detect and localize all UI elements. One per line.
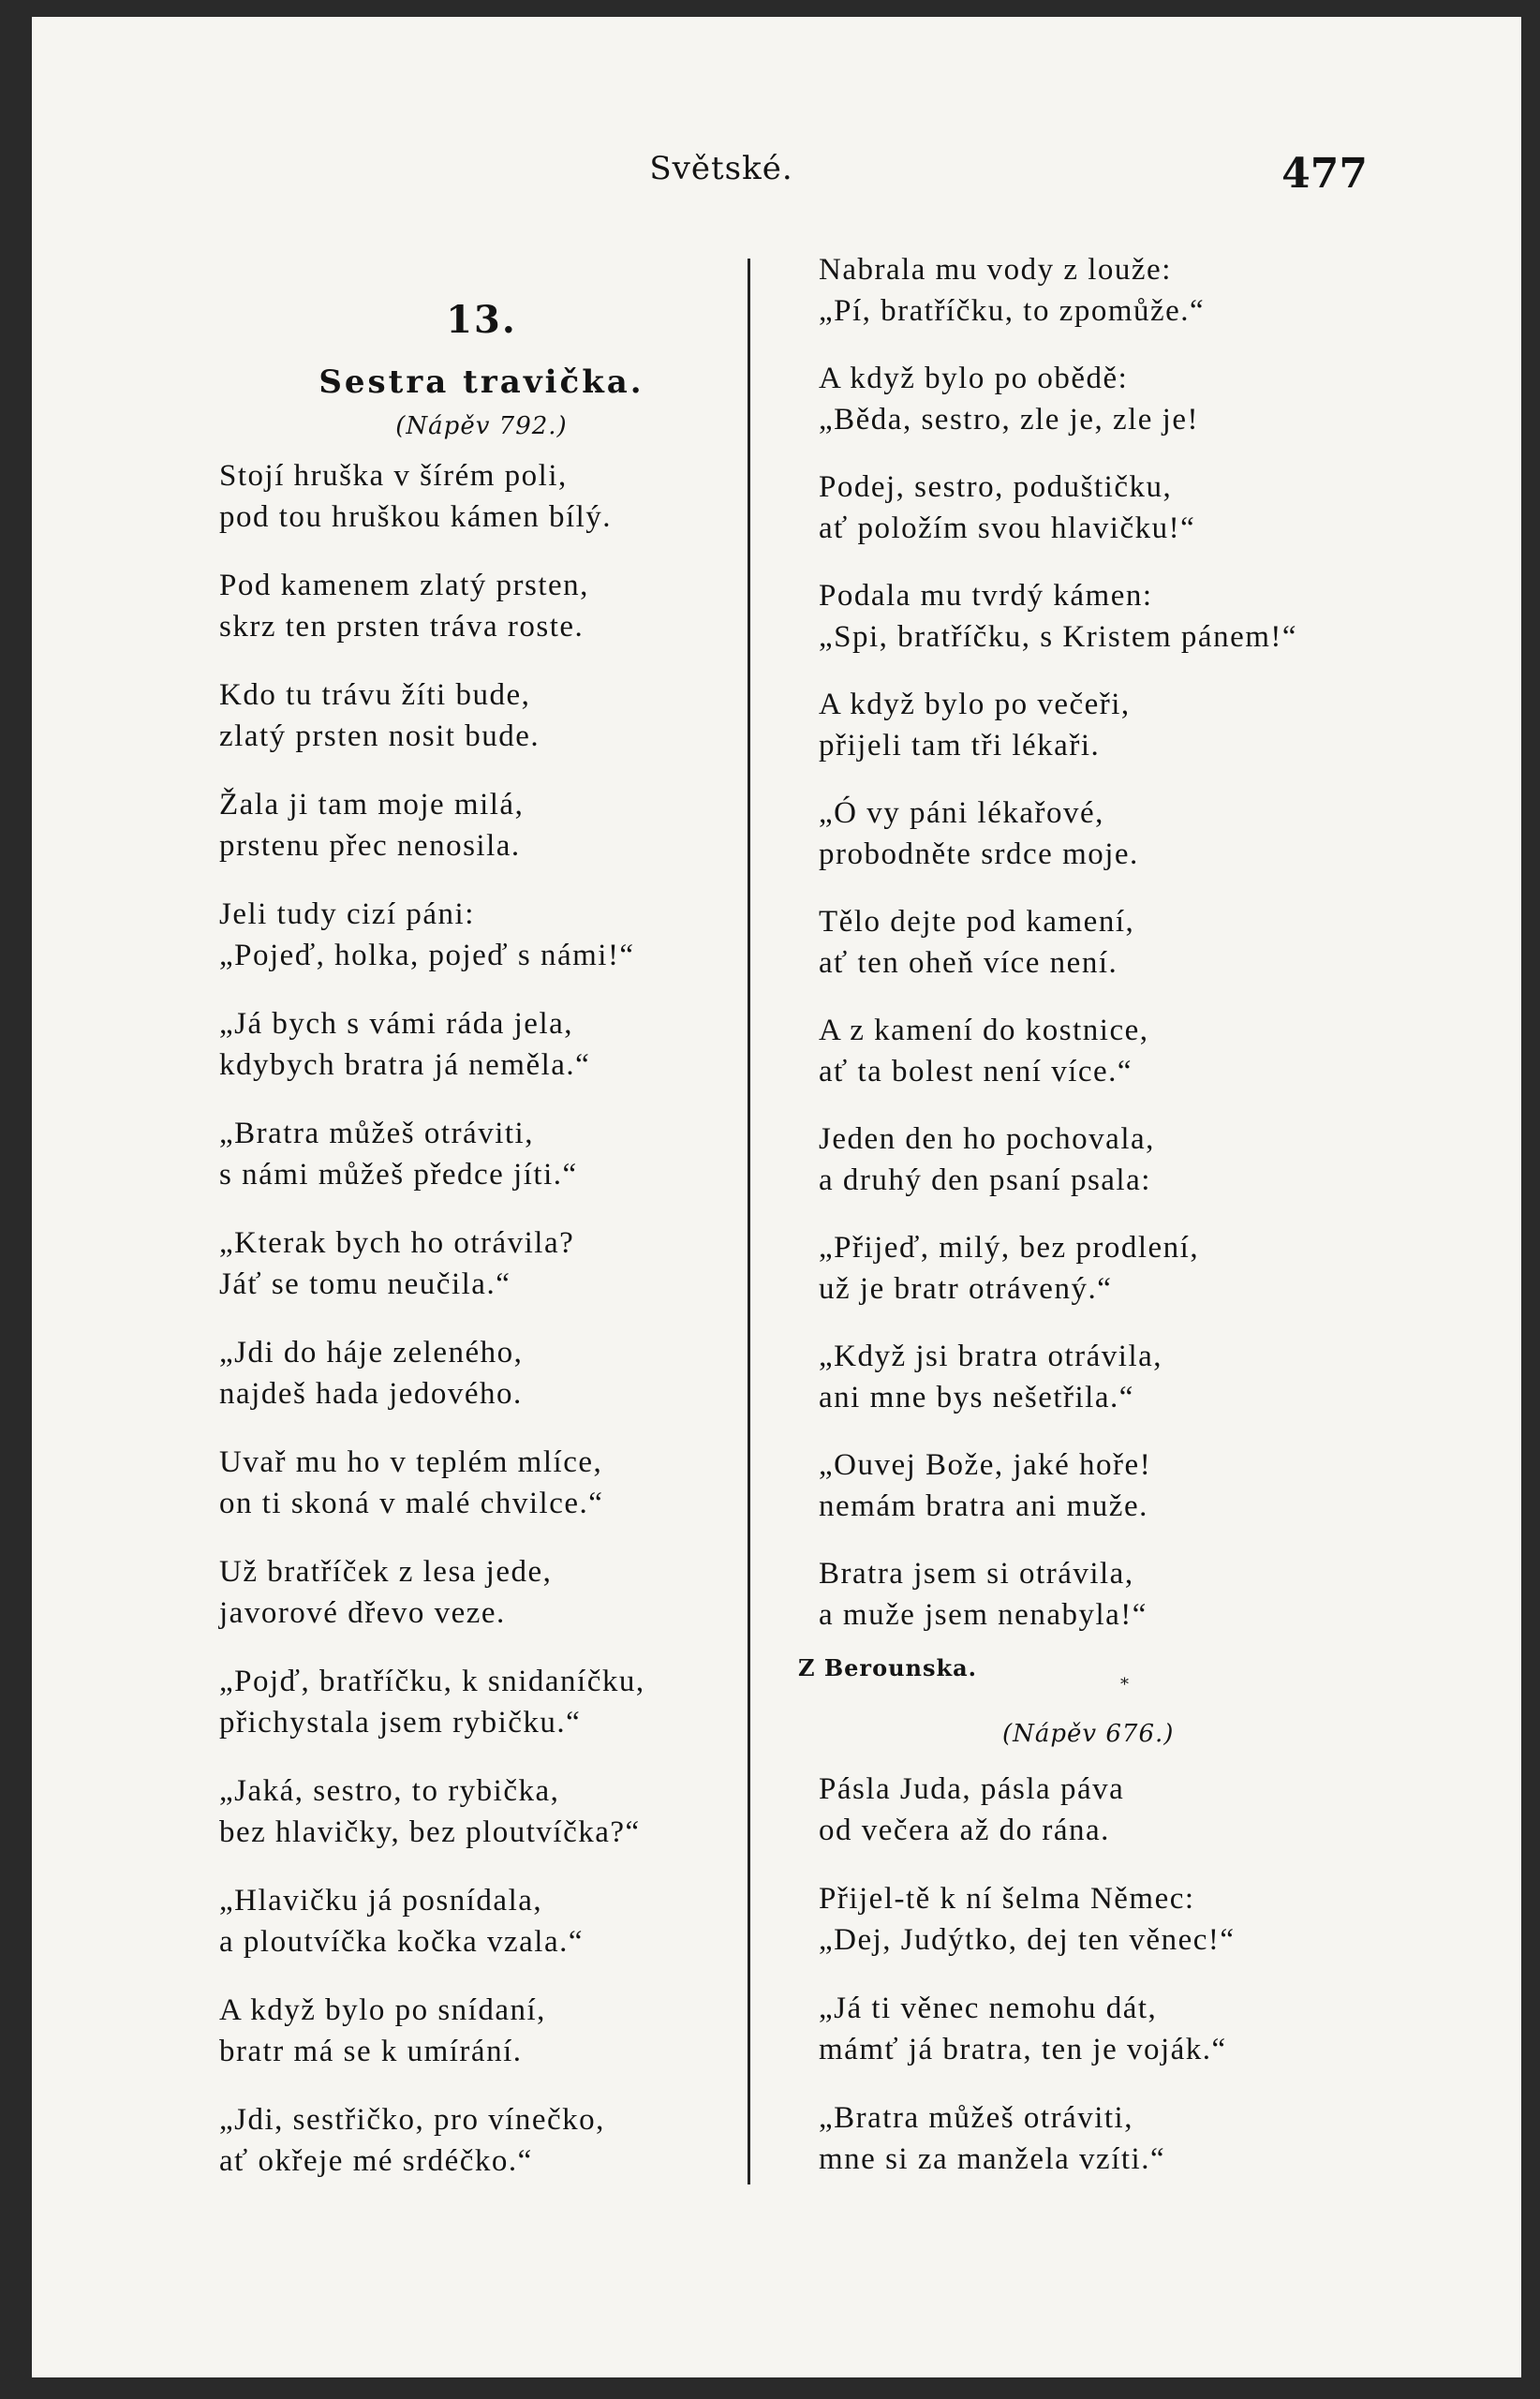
verse-line: ať ten oheň více není. [819,946,1118,980]
verse-line: skrz ten prsten tráva roste. [219,610,585,644]
verse-line: s námi můžeš předce jíti.“ [219,1158,578,1192]
verse-line: Bratra jsem si otrávila, [819,1557,1134,1591]
verse-line: „Bratra můžeš otráviti, [819,2101,1133,2135]
verse-line: ať okřeje mé srdéčko.“ [219,2144,533,2178]
verse-line: on ti skoná v malé chvilce.“ [219,1487,604,1520]
verse-line: ani mne bys nešetřila.“ [819,1381,1134,1414]
column-divider [748,259,750,2184]
verse-line: „Jdi do háje zeleného, [219,1336,524,1370]
verse-line: pod tou hruškou kámen bílý. [219,500,613,534]
verse-line: Pásla Juda, pásla páva [819,1772,1125,1806]
verse-line: A když bylo po snídaní, [219,1993,546,2027]
verse-line: „Ó vy páni lékařové, [819,796,1104,830]
running-header: Světské. [649,150,793,187]
verse-line: „Přijeď, milý, bez prodlení, [819,1231,1200,1265]
verse-line: přijeli tam tři lékaři. [819,729,1101,763]
verse-line: mne si za manžela vzíti.“ [819,2142,1166,2176]
verse-line: A když bylo po obědě: [819,362,1129,395]
verse-line: „Já bych s vámi ráda jela, [219,1007,574,1041]
verse-line: Jeden den ho pochovala, [819,1122,1155,1156]
verse-line: „Bratra můžeš otráviti, [219,1117,534,1150]
song-number: 13. [446,298,517,342]
verse-line: Žala ji tam moje milá, [219,788,525,822]
verse-line: a muže jsem nenabyla!“ [819,1598,1148,1632]
verse-line: „Jaká, sestro, to rybička, [219,1774,560,1808]
verse-line: ať ta bolest není více.“ [819,1055,1133,1088]
verse-line: od večera až do rána. [819,1814,1110,1847]
verse-line: najdeš hada jedového. [219,1377,523,1411]
verse-line: ať položím svou hlavičku!“ [819,511,1196,545]
verse-line: „Pojď, bratříčku, k snidaníčku, [219,1665,645,1698]
verse-line: „Běda, sestro, zle je, zle je! [819,403,1199,437]
verse-line: „Dej, Judýtko, dej ten věnec!“ [819,1923,1236,1957]
verse-line: už je bratr otrávený.“ [819,1272,1113,1306]
verse-line: „Já ti věnec nemohu dát, [819,1992,1158,2025]
verse-line: A když bylo po večeři, [819,688,1131,721]
verse-line: Podej, sestro, poduštičku, [819,470,1173,504]
verse-line: „Pojeď, holka, pojeď s námi!“ [219,939,635,972]
verse-line: Už bratříček z lesa jede, [219,1555,553,1589]
verse-line: Jáť se tomu neučila.“ [219,1267,511,1301]
verse-line: Kdo tu trávu žíti bude, [219,678,531,712]
verse-line: probodněte srdce moje. [819,837,1139,871]
verse-line: „Ouvej Bože, jaké hoře! [819,1448,1152,1482]
verse-line: Tělo dejte pod kamení, [819,905,1135,939]
verse-line: Nabrala mu vody z louže: [819,253,1172,287]
verse-line: „Jdi, sestřičko, pro vínečko, [219,2103,605,2137]
verse-line: kdybych bratra já neměla.“ [219,1048,591,1082]
verse-line: zlatý prsten nosit bude. [219,719,540,753]
verse-line: mámť já bratra, ten je voják.“ [819,2033,1227,2066]
verse-line: javorové dřevo veze. [219,1596,506,1630]
verse-line: Uvař mu ho v teplém mlíce, [219,1445,603,1479]
song-title: Sestra travička. [318,363,644,401]
verse-line: Podala mu tvrdý kámen: [819,579,1153,613]
source-note: Z Berounska. [798,1654,978,1681]
verse-line: bez hlavičky, bez ploutvíčka?“ [219,1815,641,1849]
verse-line: bratr má se k umírání. [219,2035,523,2068]
tune-reference-2: (Nápěv 676.) [1002,1720,1175,1748]
verse-line: a ploutvíčka kočka vzala.“ [219,1925,584,1959]
verse-line: přichystala jsem rybičku.“ [219,1706,582,1740]
verse-line: prstenu přec nenosila. [219,829,521,863]
verse-line: „Spi, bratříčku, s Kristem pánem!“ [819,620,1298,654]
verse-line: Přijel-tě k ní šelma Němec: [819,1882,1195,1916]
verse-line: „Když jsi bratra otrávila, [819,1340,1163,1373]
ornament: * [1120,1675,1129,1695]
verse-line: a druhý den psaní psala: [819,1163,1151,1197]
verse-line: „Pí, bratříčku, to zpomůže.“ [819,294,1206,328]
verse-line: Stojí hruška v šírém poli, [219,459,568,493]
verse-line: Pod kamenem zlatý prsten, [219,569,589,602]
page-number: 477 [1281,150,1368,198]
verse-line: A z kamení do kostnice, [819,1014,1149,1047]
verse-line: „Hlavičku já posnídala, [219,1884,543,1918]
tune-reference: (Nápěv 792.) [395,412,568,440]
verse-line: Jeli tudy cizí páni: [219,897,475,931]
verse-line: nemám bratra ani muže. [819,1489,1148,1523]
book-page [32,17,1521,2377]
verse-line: „Kterak bych ho otrávila? [219,1226,575,1260]
